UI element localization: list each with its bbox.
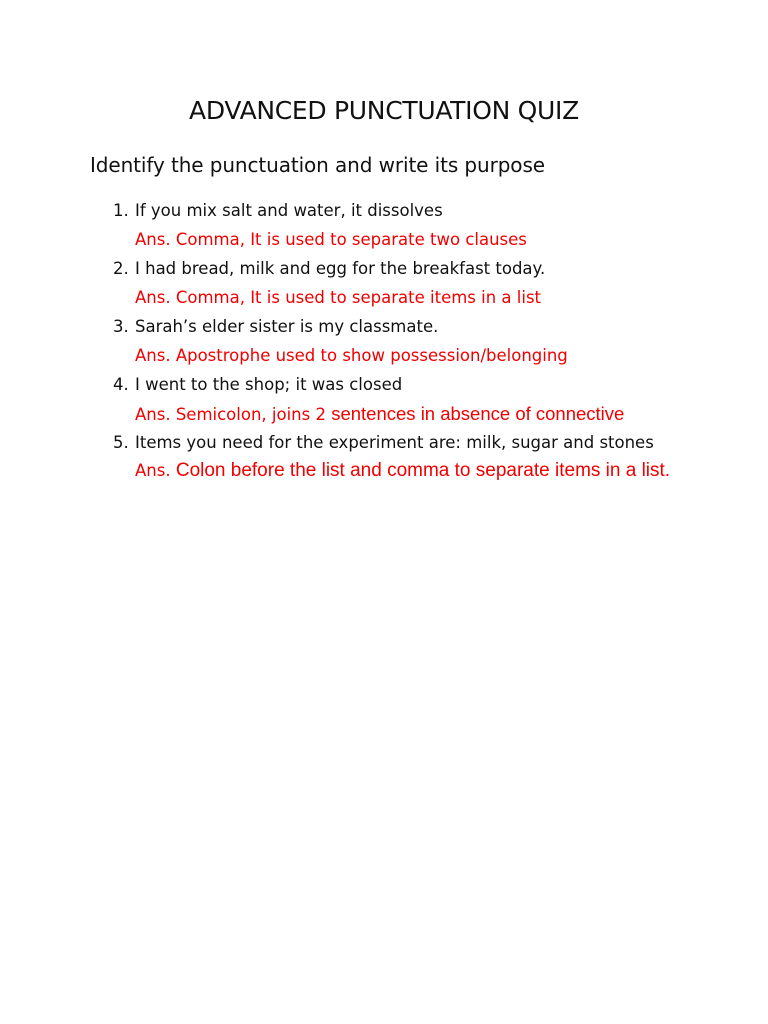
quiz-item-5 (0, 432, 768, 485)
question-number: 4. (113, 375, 129, 394)
question-text: I had bread, milk and egg for the breakfast today. (135, 259, 546, 278)
answer-text (135, 403, 768, 425)
question-text: I went to the shop; it was closed (135, 375, 403, 394)
answer-lead: Ans. (135, 461, 176, 480)
quiz-item-4 (0, 374, 768, 425)
quiz-item-2 (0, 258, 768, 309)
answer-text: Ans. Apostrophe used to show possession/belonging (135, 346, 568, 365)
question-text: Items you need for the experiment are: milk, sugar and stones (135, 433, 654, 452)
answer-rest: Colon before the list and comma to separate items in a list. (175, 460, 671, 481)
question-text: Sarah’s elder sister is my classmate. (135, 317, 439, 336)
answer-rest: sentences in absence of connective (331, 403, 625, 424)
quiz-list (0, 200, 768, 492)
answer-text: Ans. Comma, It is used to separate two clauses (135, 230, 527, 249)
quiz-item-3 (0, 316, 768, 367)
question-number: 3. (113, 317, 129, 336)
page-subtitle: Identify the punctuation and write its purpose (90, 153, 545, 177)
question-number: 1. (113, 201, 129, 220)
answer-lead: Ans. Semicolon, joins 2 (135, 405, 332, 424)
question-number: 5. (113, 433, 129, 452)
quiz-item-1 (0, 200, 768, 251)
answer-text: Ans. Comma, It is used to separate items in a list (135, 288, 542, 307)
answer-text (135, 457, 675, 485)
question-text: If you mix salt and water, it dissolves (135, 201, 443, 220)
question-number: 2. (113, 259, 129, 278)
page-title: ADVANCED PUNCTUATION QUIZ (189, 96, 579, 125)
